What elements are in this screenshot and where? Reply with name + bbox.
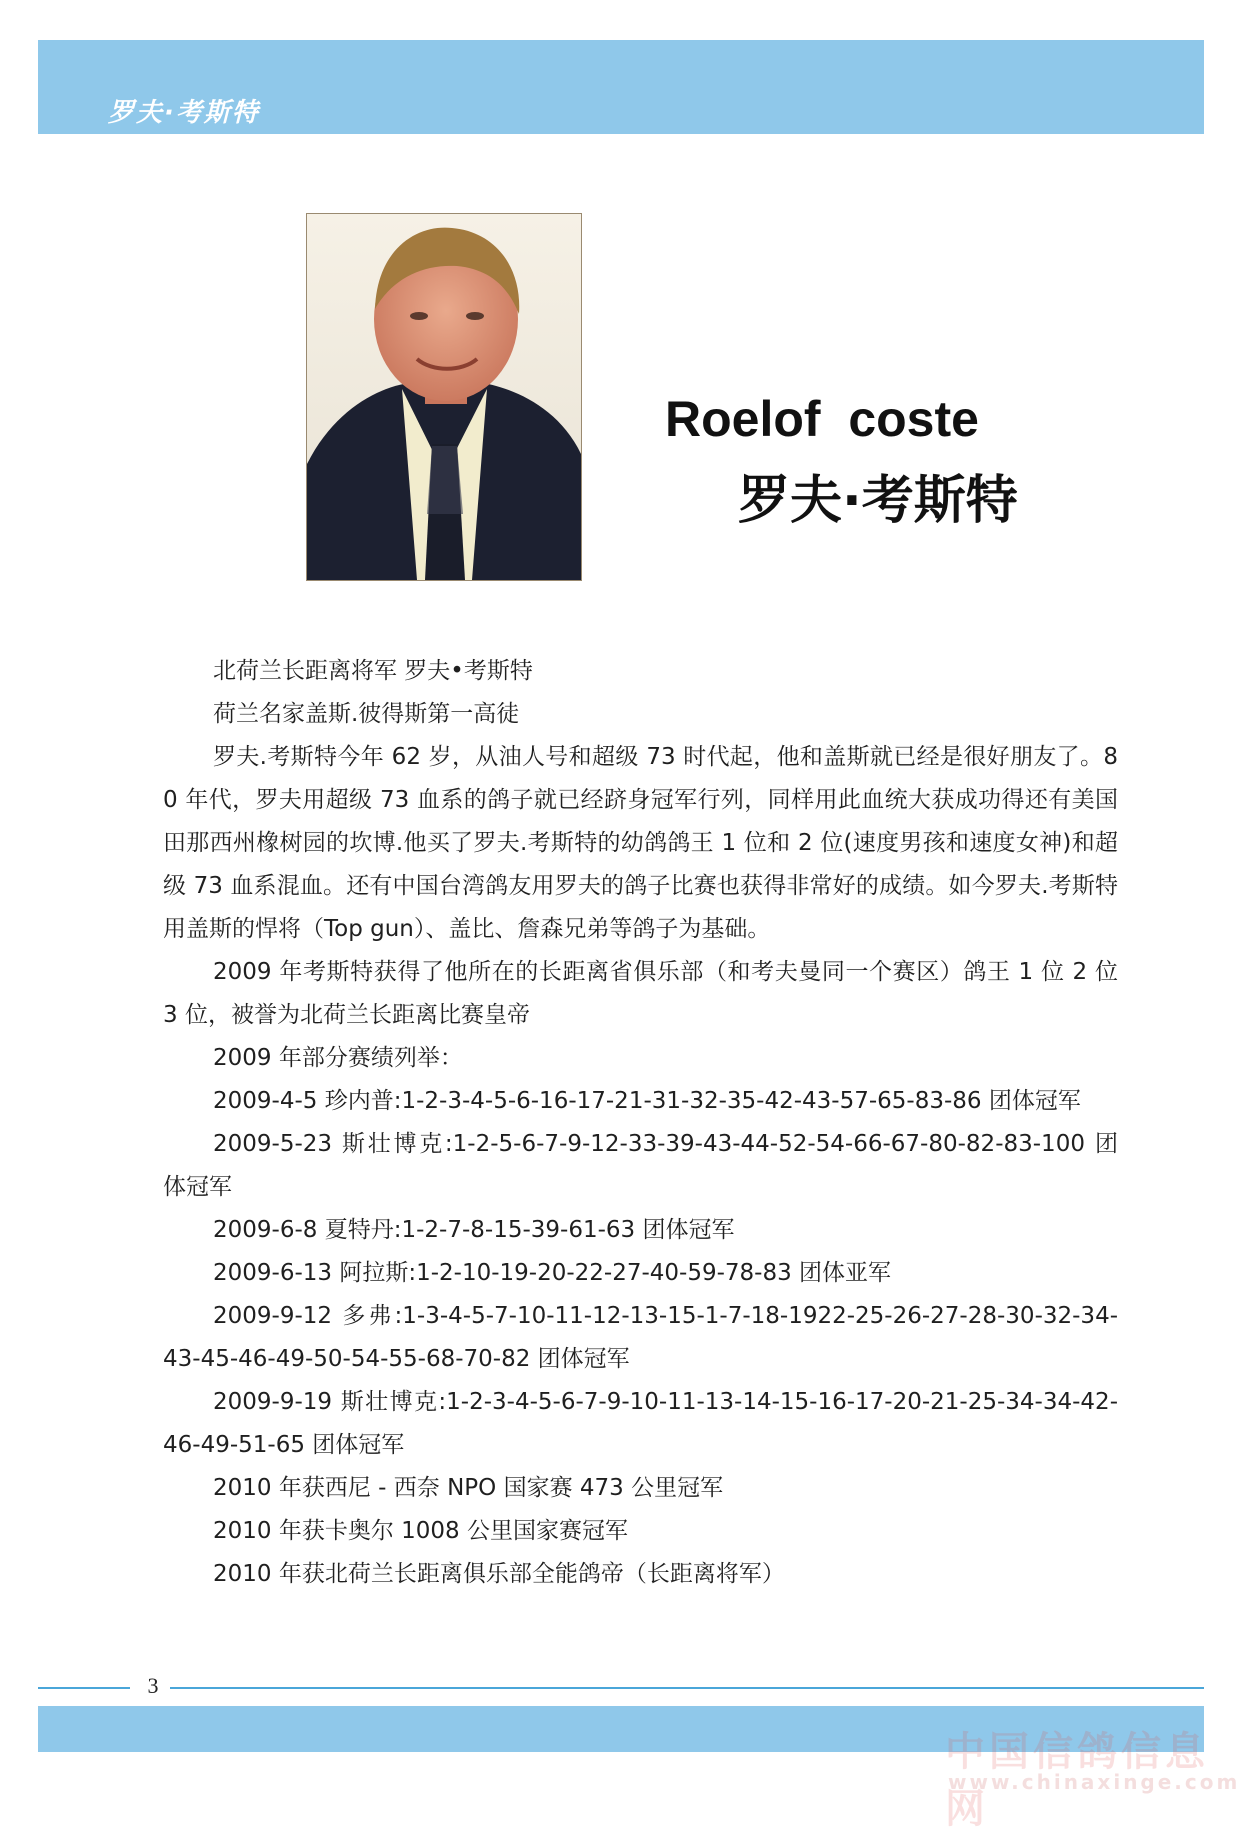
- portrait-photo: [306, 213, 582, 581]
- watermark-url: www.chinaxinge.com: [948, 1770, 1240, 1794]
- watermark-site-name: 中国信鸽信息网: [945, 1729, 1209, 1832]
- paragraph: 2009-9-19 斯壮博克:1-2-3-4-5-6-7-9-10-11-13-14-15-16-17-20-21-25-34-34-42-46-49-51-65 团体冠军: [163, 1389, 1118, 1458]
- running-header-title: 罗夫·考斯特: [108, 98, 260, 128]
- paragraph: 2009-9-12 多弗:1-3-4-5-7-10-11-12-13-15-1-7-18-1922-25-26-27-28-30-32-34-43-45-46-49-50-54-55-68-70-82 团体冠军: [163, 1303, 1118, 1372]
- name-english: Roelof coste: [665, 391, 979, 447]
- paragraph: 2009-6-8 夏特丹:1-2-7-8-15-39-61-63 团体冠军: [213, 1217, 735, 1243]
- footer-rule-right: [170, 1687, 1204, 1689]
- paragraph: 罗夫.考斯特今年 62 岁，从油人号和超级 73 时代起，他和盖斯就已经是很好朋友了。80 年代，罗夫用超级 73 血系的鸽子就已经跻身冠军行列，同样用此血统大获成功得还有美国田那西州橡树园的坎博.他买了罗夫.考斯特的幼鸽鸽王 1 位和 2 位(速度男孩和速度女神)和超级 73 血系混血。还有中国台湾鸽友用罗夫的鸽子比赛也获得非常好的成绩。如今罗夫.考斯特用盖斯的悍将（Top gun）、盖比、詹森兄弟等鸽子为基础。: [163, 744, 1118, 942]
- paragraph: 2010 年获卡奥尔 1008 公里国家赛冠军: [213, 1518, 628, 1544]
- paragraph: 荷兰名家盖斯.彼得斯第一高徒: [213, 701, 520, 727]
- paragraph: 2009 年部分赛绩列举：: [213, 1045, 463, 1071]
- paragraph: 2009-5-23 斯壮博克:1-2-5-6-7-9-12-33-39-43-44-52-54-66-67-80-82-83-100 团体冠军: [163, 1131, 1118, 1200]
- paragraph: 2009-6-13 阿拉斯:1-2-10-19-20-22-27-40-59-78-83 团体亚军: [213, 1260, 892, 1286]
- footer-rule-left: [38, 1687, 130, 1689]
- paragraph: 2009-4-5 珍内普:1-2-3-4-5-6-16-17-21-31-32-35-42-43-57-65-83-86 团体冠军: [213, 1088, 1081, 1114]
- paragraph: 2010 年获西尼 - 西奈 NPO 国家赛 473 公里冠军: [213, 1475, 724, 1501]
- page-number: 3: [147, 1673, 159, 1698]
- name-chinese: 罗夫·考斯特: [738, 471, 1018, 531]
- article-body: [163, 650, 1118, 1596]
- paragraph: 2010 年获北荷兰长距离俱乐部全能鸽帝（长距离将军）: [213, 1561, 785, 1587]
- paragraph: 2009 年考斯特获得了他所在的长距离省俱乐部（和考夫曼同一个赛区）鸽王 1 位 2 位 3 位，被誉为北荷兰长距离比赛皇帝: [163, 959, 1118, 1028]
- paragraph: 北荷兰长距离将军 罗夫•考斯特: [213, 658, 533, 684]
